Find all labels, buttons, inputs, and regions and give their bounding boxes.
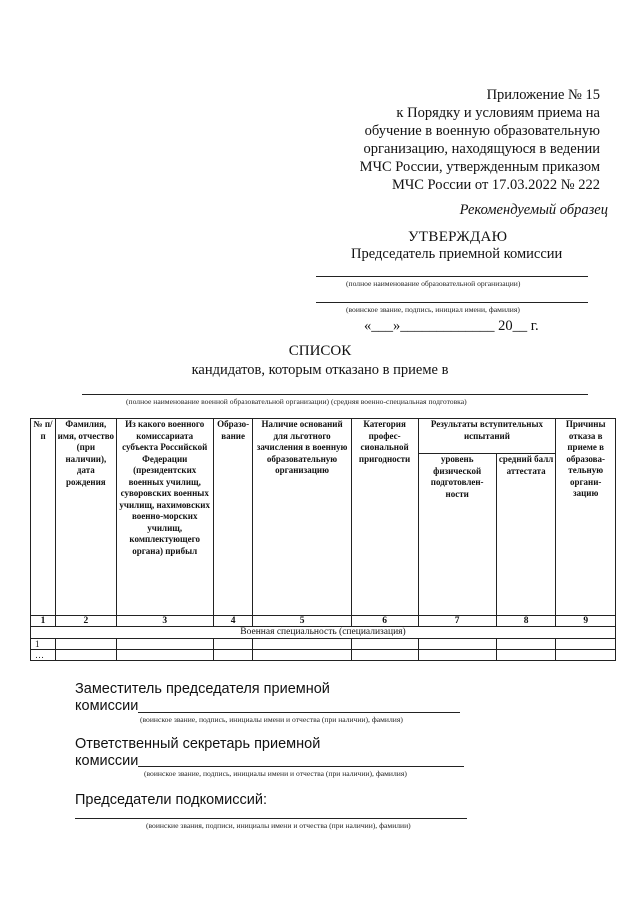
header-grounds: Наличие оснований для льготного зачисления в военную образовательную организацию (253, 419, 351, 616)
deputy-label-cont: комиссии (75, 698, 139, 714)
header-results: Результаты вступительных испытаний (418, 419, 556, 454)
deputy-hint: (воинское звание, подпись, инициалы имени и отчества (при наличии), фамилия) (140, 715, 403, 724)
header-row (31, 419, 616, 454)
list-org-line (82, 394, 588, 395)
secretary-sign-line (138, 766, 464, 767)
appendix-block (330, 86, 600, 194)
col-number: 5 (253, 616, 351, 627)
appendix-line: МЧС России, утвержденным приказом (359, 159, 600, 175)
col-number: 1 (31, 616, 56, 627)
date-line: «___»_____________ 20__ г. (364, 318, 539, 334)
row-number: 1 (31, 639, 56, 650)
subcommittee-label: Председатели подкомиссий: (75, 792, 267, 808)
secretary-label: Ответственный секретарь приемной (75, 736, 321, 752)
table-row (31, 650, 616, 661)
col-number: 6 (351, 616, 418, 627)
header-num: № п/п (31, 419, 56, 616)
secretary-label-cont: комиссии (75, 753, 139, 769)
header-from: Из какого военного комиссариата субъекта Российской Федерации (президентских военных училищ, суворовских военных училищ, нахимовских военно-морских училищ, комплектующего органа) прибыл (116, 419, 213, 616)
sign-hint: (воинское звание, подпись, инициал имени, фамилия) (346, 305, 520, 314)
header-name: Фамилия, имя, отчество (при наличии), дата рождения (56, 419, 117, 616)
subcommittee-hint: (воинские звания, подписи, инициалы имени и отчества (при наличии), фамилии) (146, 821, 411, 830)
org-name-hint: (полное наименование образовательной организации) (346, 279, 521, 288)
specialty-row (31, 627, 616, 639)
appendix-line: Приложение № 15 (486, 87, 600, 103)
appendix-line: организацию, находящуюся в ведении (363, 141, 600, 157)
appendix-line: обучение в военную образовательную (364, 123, 600, 139)
recommended-sample: Рекомендуемый образец (459, 202, 608, 218)
org-name-line (316, 276, 588, 277)
list-subtitle: кандидатов, которым отказано в приеме в (191, 362, 449, 378)
specialty-label: Военная специальность (специализация) (31, 627, 616, 639)
header-physical: уровень физической подготовлен-ности (418, 454, 496, 616)
header-reasons: Причины отказа в приеме в образова-тельную органи-зацию (556, 419, 616, 616)
col-number: 3 (116, 616, 213, 627)
deputy-label: Заместитель председателя приемной (75, 681, 330, 697)
deputy-sign-line (138, 712, 460, 713)
col-number: 2 (56, 616, 117, 627)
col-number: 7 (418, 616, 496, 627)
header-avg: средний балл аттестата (496, 454, 556, 616)
column-numbers-row (31, 616, 616, 627)
col-number: 9 (556, 616, 616, 627)
header-category: Категория профес-сиональной пригодности (351, 419, 418, 616)
subcommittee-sign-line (75, 818, 467, 819)
approve-heading: УТВЕРЖДАЮ (408, 229, 508, 245)
table-row (31, 639, 616, 650)
row-number: … (31, 650, 56, 661)
list-org-hint: (полное наименование военной образовательной организации) (средняя военно-специальная подготовка) (126, 397, 467, 406)
chairman-title: Председатель приемной комиссии (351, 246, 563, 262)
list-title: СПИСОК (288, 343, 352, 359)
sign-line (316, 302, 588, 303)
col-number: 4 (213, 616, 253, 627)
appendix-line: МЧС России от 17.03.2022 № 222 (391, 177, 600, 193)
appendix-line: к Порядку и условиям приема на (396, 105, 600, 121)
secretary-hint: (воинское звание, подпись, инициалы имени и отчества (при наличии), фамилия) (144, 769, 407, 778)
header-education: Образо-вание (213, 419, 253, 616)
col-number: 8 (496, 616, 556, 627)
candidates-table (30, 418, 616, 661)
